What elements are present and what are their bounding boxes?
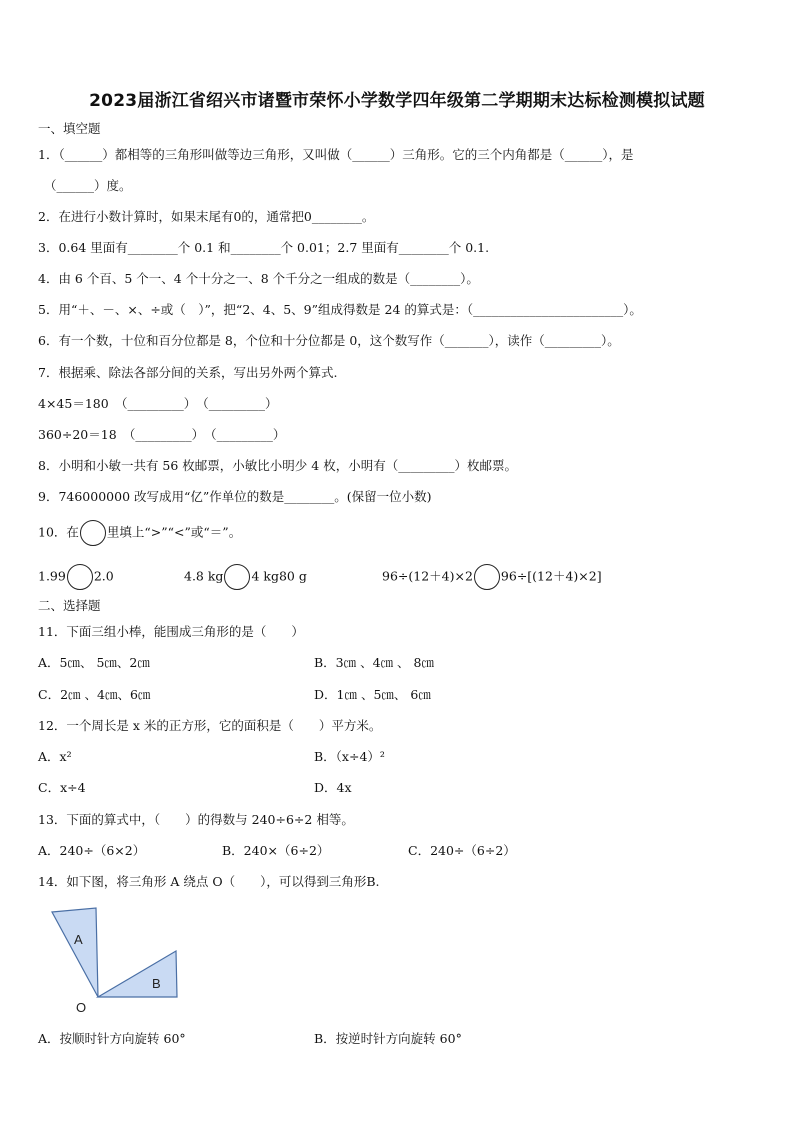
question-10-suffix: 里填上“>”“<”或“＝”。 (106, 524, 242, 540)
rotation-diagram (40, 905, 200, 1020)
compare-item-3: 96÷(12＋4)×2 96÷[(12＋4)×2] (382, 564, 602, 590)
question-11-option-b: B．3㎝ 、4㎝ 、 8㎝ (314, 655, 434, 670)
compare-item-1: 1.99 2.0 (38, 564, 114, 590)
question-3: 3．0.64 里面有________个 0.1 和________个 0.01；2.7 里面有________个 0.1. (38, 240, 490, 255)
question-13-option-b: B．240×（6÷2） (222, 843, 330, 858)
page-title: 2023届浙江省绍兴市诸暨市荣怀小学数学四年级第二学期期末达标检测模拟试题 (89, 91, 705, 111)
question-9: 9．746000000 改写成用“亿”作单位的数是________。(保留一位小数) (38, 489, 432, 504)
question-7-row1: 4×45＝180 （_________） （_________） (38, 396, 278, 411)
question-12-option-a: A．x² (38, 749, 72, 764)
question-6: 6．有一个数，十位和百分位都是 8，个位和十分位都是 0，这个数写作（_______），读作（_________）。 (38, 333, 620, 348)
triangle-b-label: B (152, 976, 161, 991)
question-14-option-a: A．按顺时针方向旋转 60° (38, 1031, 186, 1046)
question-11-option-a: A．5㎝、 5㎝、2㎝ (38, 655, 150, 670)
question-5: 5．用“＋、－、×、÷或（ ）”，把“2、4、5、9”组成得数是 24 的算式是：（________________________）。 (38, 302, 642, 317)
question-12-option-b: B．（x÷4）² (314, 749, 385, 764)
section-multiple-choice: 二、选择题 (38, 598, 101, 613)
triangle-a (52, 908, 98, 997)
compare-circle (80, 520, 106, 546)
question-13-option-a: A．240÷（6×2） (38, 843, 146, 858)
triangle-a-label: A (74, 932, 83, 947)
question-11-option-d: D．1㎝ 、5㎝、 6㎝ (314, 687, 431, 702)
question-12-option-d: D．4x (314, 780, 352, 795)
question-14-option-b: B．按逆时针方向旋转 60° (314, 1031, 462, 1046)
compare-circle (224, 564, 250, 590)
question-12-option-c: C．x÷4 (38, 780, 86, 795)
question-10 (38, 520, 241, 546)
question-7-row2: 360÷20＝18 （_________） （_________） (38, 427, 286, 442)
question-7: 7．根据乘、除法各部分间的关系，写出另外两个算式. (38, 365, 338, 380)
question-11: 11．下面三组小棒，能围成三角形的是（ ） (38, 624, 304, 639)
point-o-label: O (76, 1000, 87, 1015)
question-11-option-c: C．2㎝ 、4㎝、6㎝ (38, 687, 151, 702)
question-1-line1: 1．（______）都相等的三角形叫做等边三角形，又叫做（______）三角形。它的三个内角都是（______），是 (38, 147, 634, 162)
question-8: 8．小明和小敏一共有 56 枚邮票，小敏比小明少 4 枚，小明有（_________）枚邮票。 (38, 458, 517, 473)
question-1-line2: （______）度。 (44, 178, 132, 193)
triangle-b (98, 951, 177, 997)
question-13: 13．下面的算式中，（ ）的得数与 240÷6÷2 相等。 (38, 812, 354, 827)
question-13-option-c: C．240÷（6÷2） (408, 843, 516, 858)
question-2: 2．在进行小数计算时，如果末尾有0的，通常把0________。 (38, 209, 375, 224)
section-fill-in: 一、填空题 (38, 121, 101, 136)
question-14: 14．如下图，将三角形 A 绕点 O（ ），可以得到三角形B. (38, 874, 380, 889)
compare-circle (474, 564, 500, 590)
compare-item-2: 4.8 kg 4 kg80 g (184, 564, 307, 590)
compare-circle (67, 564, 93, 590)
question-12: 12．一个周长是 x 米的正方形，它的面积是（ ）平方米。 (38, 718, 382, 733)
question-10-prefix: 10．在 (38, 524, 79, 540)
question-4: 4．由 6 个百、5 个一、4 个十分之一、8 个千分之一组成的数是（________）。 (38, 271, 479, 286)
